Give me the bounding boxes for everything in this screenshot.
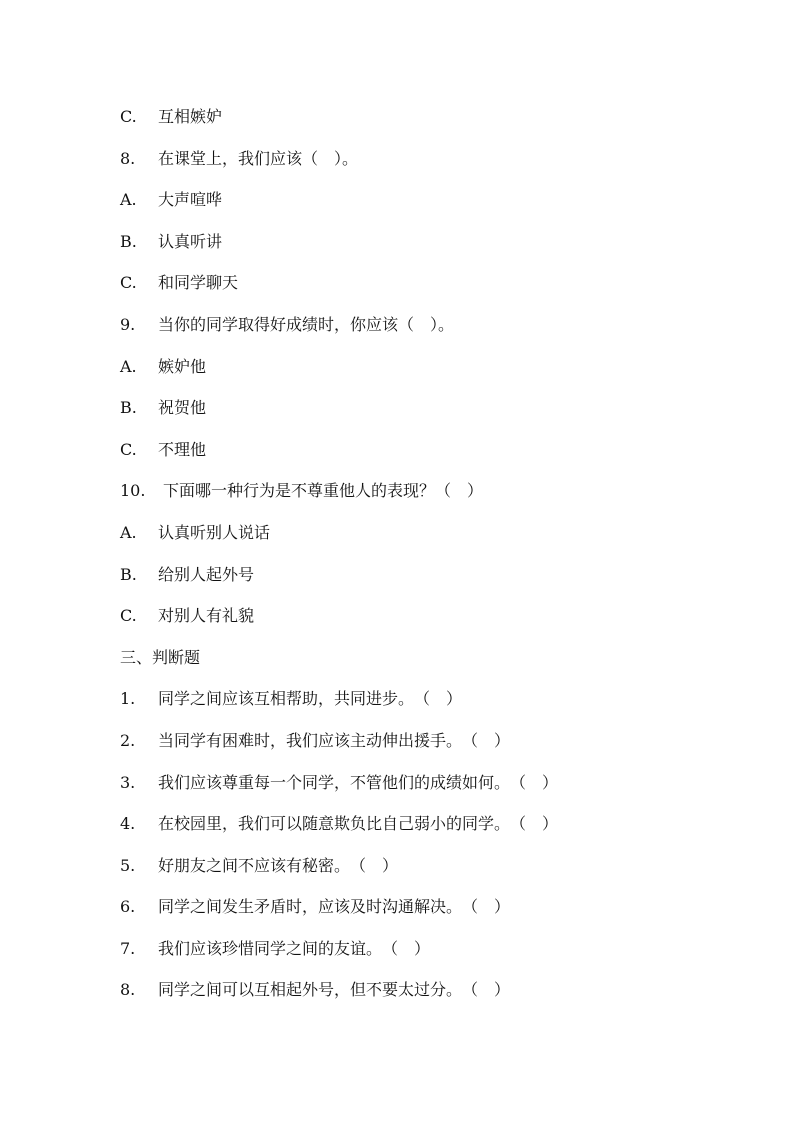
option-marker: C. — [120, 439, 137, 459]
item-text: 同学之间发生矛盾时，应该及时沟通解决。 （ ） — [158, 897, 511, 917]
item-text: 我们应该珍惜同学之间的友谊。 （ ） — [158, 938, 431, 958]
judgment-item — [120, 728, 720, 770]
option-q10-c — [120, 603, 720, 645]
question-9 — [120, 312, 720, 354]
item-number: 7. — [120, 938, 136, 958]
option-text: 认真听讲 — [158, 231, 223, 251]
option-marker: A. — [120, 522, 137, 542]
item-number: 1. — [120, 689, 136, 709]
question-text: 在课堂上，我们应该（ ）。 — [158, 148, 359, 168]
option-q10-a — [120, 520, 720, 562]
item-text: 在校园里，我们可以随意欺负比自己弱小的同学。 （ ） — [158, 814, 559, 834]
item-text: 好朋友之间不应该有秘密。 （ ） — [158, 855, 399, 875]
item-number: 3. — [120, 772, 136, 792]
item-text: 当同学有困难时，我们应该主动伸出援手。 （ ） — [158, 730, 511, 750]
option-q9-c — [120, 437, 720, 479]
item-number: 6. — [120, 897, 136, 917]
option-marker: B. — [120, 398, 137, 418]
question-number: 9. — [120, 314, 136, 334]
judgment-item — [120, 853, 720, 895]
question-8 — [120, 146, 720, 188]
option-q9-a — [120, 354, 720, 396]
option-q9-b — [120, 395, 720, 437]
option-text: 对别人有礼貌 — [158, 606, 255, 626]
judgment-item — [120, 977, 720, 1019]
option-q10-b — [120, 562, 720, 604]
option-text: 认真听别人说话 — [158, 522, 271, 542]
option-marker: C. — [120, 606, 137, 626]
item-text: 我们应该尊重每一个同学，不管他们的成绩如何。 （ ） — [158, 772, 559, 792]
option-marker: B. — [120, 231, 137, 251]
option-text: 嫉妒他 — [158, 356, 207, 376]
option-text: 和同学聊天 — [158, 273, 239, 293]
option-marker: C. — [120, 273, 137, 293]
option-text: 祝贺他 — [158, 398, 207, 418]
option-text: 大声喧哗 — [158, 190, 223, 210]
item-text: 同学之间可以互相起外号，但不要太过分。 （ ） — [158, 980, 511, 1000]
option-marker: A. — [120, 356, 137, 376]
judgment-item — [120, 770, 720, 812]
option-q8-c — [120, 270, 720, 312]
section-title: 三、判断题 — [120, 647, 201, 667]
question-text: 下面哪一种行为是不尊重他人的表现？（ ） — [163, 481, 484, 501]
option-q7-c — [120, 104, 720, 146]
item-number: 5. — [120, 855, 136, 875]
question-number: 8. — [120, 148, 136, 168]
option-marker: C. — [120, 107, 137, 126]
judgment-item — [120, 936, 720, 978]
judgment-item — [120, 811, 720, 853]
question-text: 当你的同学取得好成绩时，你应该（ ）。 — [158, 314, 455, 334]
option-marker: A. — [120, 190, 137, 210]
question-number: 10. — [120, 481, 146, 501]
section-title-judgment — [120, 645, 720, 687]
judgment-item — [120, 894, 720, 936]
option-q8-b — [120, 229, 720, 271]
page-content — [120, 104, 720, 1019]
item-number: 8. — [120, 980, 136, 1000]
judgment-item — [120, 686, 720, 728]
option-marker: B. — [120, 564, 137, 584]
item-number: 2. — [120, 730, 136, 750]
item-number: 4. — [120, 814, 136, 834]
option-text: 给别人起外号 — [158, 564, 255, 584]
item-text: 同学之间应该互相帮助，共同进步。 （ ） — [158, 689, 463, 709]
question-10 — [120, 478, 720, 520]
option-q8-a — [120, 187, 720, 229]
option-text: 不理他 — [158, 439, 207, 459]
option-text: 互相嫉妒 — [158, 107, 223, 126]
